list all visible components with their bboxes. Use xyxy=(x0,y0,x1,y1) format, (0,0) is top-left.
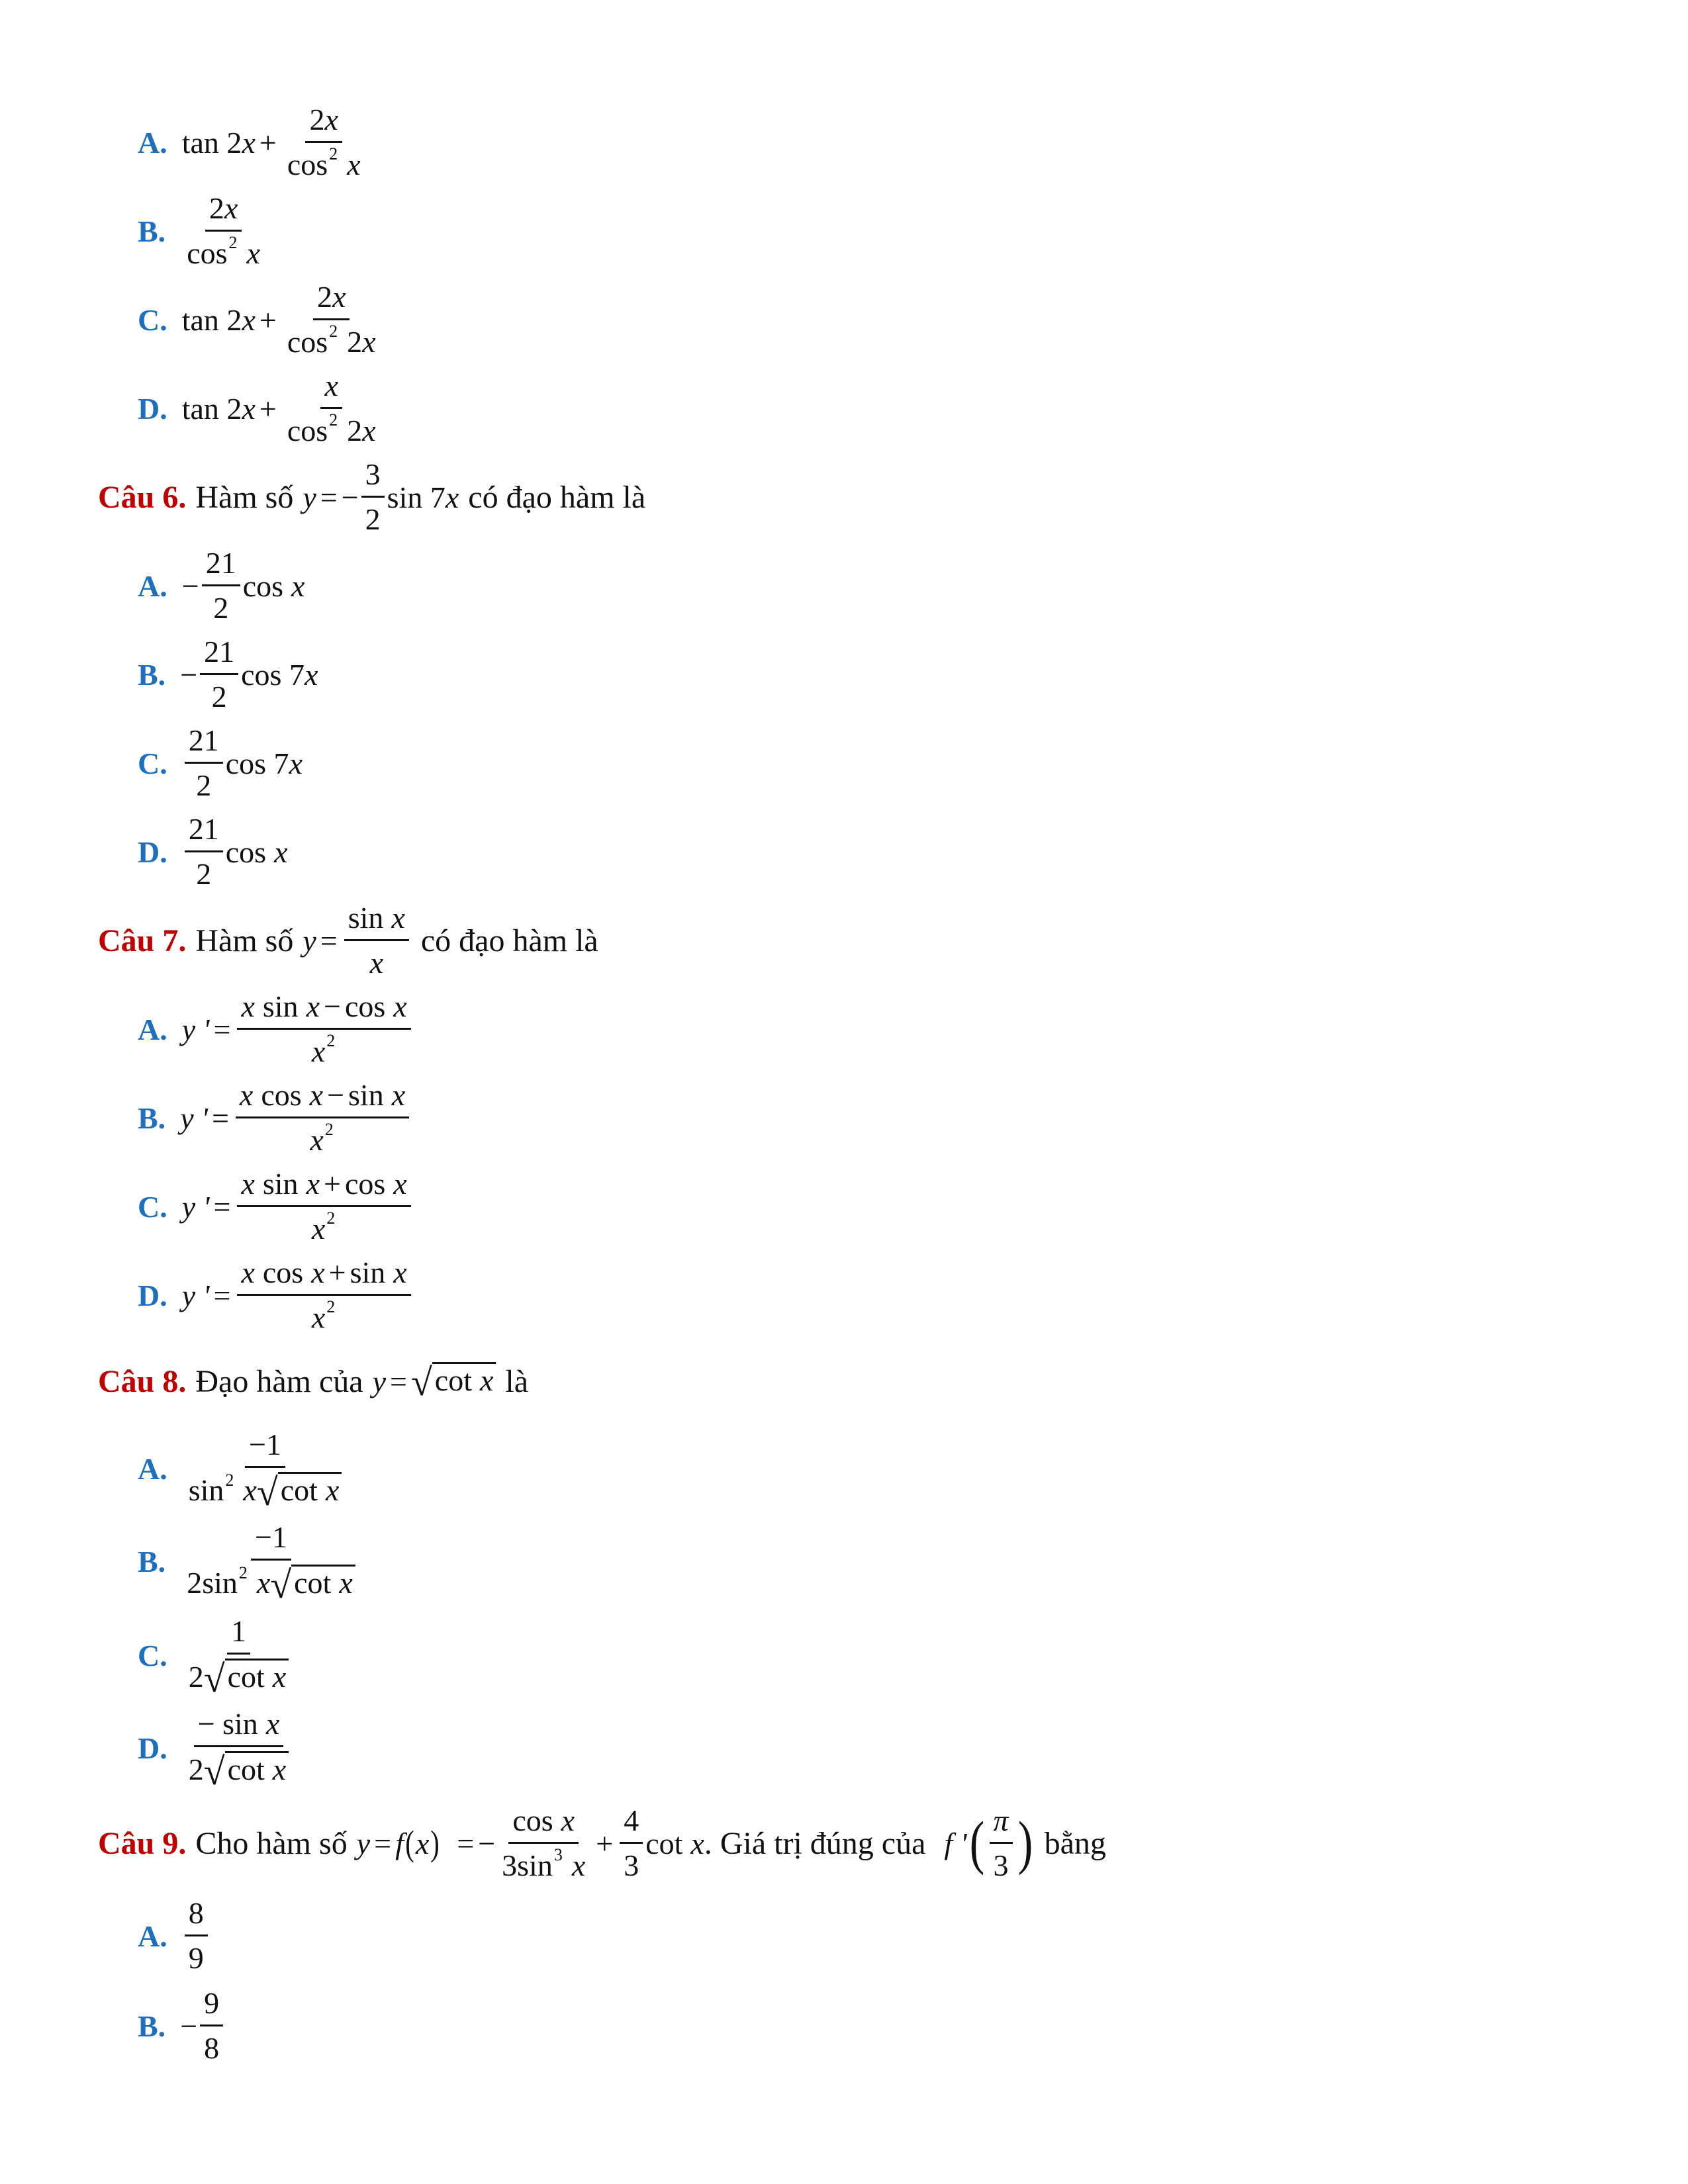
option-label: A. xyxy=(138,569,167,603)
question-text-end: có đạo hàm là xyxy=(468,479,646,515)
option-formula xyxy=(182,1427,349,1514)
q5-option-c[interactable] xyxy=(138,270,383,369)
question-text: Cho hàm số xyxy=(195,1825,348,1861)
option-label: D. xyxy=(138,835,167,869)
option-formula: y ' = x sin x + cos x x $^2$ xyxy=(182,1166,414,1247)
option-formula xyxy=(180,1520,362,1606)
square-root: √ cot x xyxy=(257,1472,342,1510)
fraction: $\frac{3}{2}$ xyxy=(361,457,385,537)
question-text-end: có đạo hàm là xyxy=(420,923,598,958)
question-text-end: bằng xyxy=(1044,1825,1106,1861)
fraction: x cos x − sin x x $^2$ xyxy=(236,1077,409,1158)
fraction: $\frac{8}{9}$ xyxy=(185,1895,208,1976)
question-formula: y = − $\frac{3}{2}$ sin 7 x xyxy=(303,457,459,537)
fraction: $\frac{21}{2}$ xyxy=(202,545,240,626)
option-formula: $\frac{21}{2}$ cos 7 x xyxy=(182,723,303,803)
option-label: A. xyxy=(138,1919,167,1953)
q6-option-c[interactable] xyxy=(138,713,303,813)
fraction: $\frac{4}{3}$ xyxy=(620,1803,643,1884)
option-label: D. xyxy=(138,391,167,426)
option-label: A. xyxy=(138,1451,167,1486)
q9-option-b[interactable] xyxy=(138,1976,226,2075)
radical-sign-icon: √ xyxy=(270,1563,292,1606)
square-root: √ cot x xyxy=(204,1659,289,1697)
q6-option-b[interactable] xyxy=(138,625,318,724)
option-formula: tan 2 x + x cos $^2$ 2 x xyxy=(182,368,383,449)
q5-option-a[interactable] xyxy=(138,93,367,192)
option-formula: $\frac{21}{2}$ cos x xyxy=(182,811,288,892)
option-label: C. xyxy=(138,302,167,337)
question-number: Câu 8. xyxy=(98,1363,187,1399)
q5-option-d[interactable] xyxy=(138,359,383,458)
option-label: B. xyxy=(138,214,166,248)
fraction: x cos $^2$ 2 x xyxy=(287,369,376,447)
option-formula: y ' = x cos x + sin x x $^2$ xyxy=(182,1255,414,1336)
fraction: −1 sin $^2$ x √ cot x xyxy=(185,1427,346,1510)
question-text-mid: . Giá trị đúng của xyxy=(704,1825,926,1861)
option-label: B. xyxy=(138,1544,166,1578)
q7-option-a[interactable] xyxy=(138,979,414,1079)
radical-sign-icon: √ xyxy=(203,1657,225,1700)
question-6 xyxy=(98,447,655,547)
q7-option-c[interactable] xyxy=(138,1157,414,1256)
q9-option-a[interactable] xyxy=(138,1886,211,1985)
question-formula: y = sin x x xyxy=(303,900,411,981)
q5-option-b[interactable] xyxy=(138,181,267,281)
option-formula xyxy=(182,1706,295,1793)
square-root: √ cot x xyxy=(204,1751,289,1790)
question-text: Hàm số xyxy=(195,923,294,958)
question-7 xyxy=(98,891,608,990)
question-formula-eval: f ' ( $\frac{\pi}{3}$ ) xyxy=(944,1803,1035,1884)
option-formula: y ' = x sin x − cos x x $^2$ xyxy=(182,989,414,1069)
q8-option-b[interactable] xyxy=(138,1512,362,1611)
square-root: √ cot x xyxy=(411,1362,496,1400)
fraction: sin x x xyxy=(344,900,409,981)
fraction: $\frac{21}{2}$ xyxy=(185,723,223,803)
question-number: Câu 9. xyxy=(98,1825,187,1861)
option-label: D. xyxy=(138,1731,167,1765)
option-label: D. xyxy=(138,1278,167,1312)
option-formula: − $\frac{9}{8}$ xyxy=(180,1985,226,2066)
option-formula xyxy=(182,1895,211,1976)
option-label: C. xyxy=(138,1189,167,1224)
fraction: $\frac{9}{8}$ xyxy=(200,1985,223,2066)
option-formula xyxy=(182,1614,295,1700)
question-number: Câu 6. xyxy=(98,479,187,515)
option-formula: − $\frac{21}{2}$ cos x xyxy=(182,545,305,626)
option-label: A. xyxy=(138,1012,167,1046)
fraction: 2 x cos $^2$ 2 x xyxy=(287,280,376,359)
fraction: $\frac{\pi}{3}$ xyxy=(990,1803,1013,1884)
q7-option-b[interactable] xyxy=(138,1068,412,1167)
fraction: x sin x + cos x x $^2$ xyxy=(237,1166,410,1247)
option-label: B. xyxy=(138,2009,166,2043)
fraction: − sin x 2 √ cot x xyxy=(185,1706,293,1789)
fraction: 2 x cos $^2$ x xyxy=(287,103,361,181)
option-label: C. xyxy=(138,1638,167,1672)
option-label: C. xyxy=(138,746,167,780)
fraction: cos x 3 sin $^3$ x xyxy=(502,1803,586,1882)
option-formula xyxy=(180,191,267,271)
option-label: B. xyxy=(138,657,166,692)
q6-option-d[interactable] xyxy=(138,802,287,901)
radical-sign-icon: √ xyxy=(256,1470,278,1514)
fraction: x cos x + sin x x $^2$ xyxy=(237,1255,410,1336)
option-label: B. xyxy=(138,1101,166,1135)
question-text: Đạo hàm của xyxy=(195,1363,363,1399)
square-root: √ cot x xyxy=(270,1565,355,1603)
fraction: $\frac{21}{2}$ xyxy=(185,811,223,892)
option-formula: y ' = x cos x − sin x x $^2$ xyxy=(180,1077,412,1158)
option-label: A. xyxy=(138,125,167,159)
question-formula: y = √ cot x xyxy=(373,1362,496,1400)
option-formula: tan 2 x + 2 x cos $^2$ 2 x xyxy=(182,279,383,360)
fraction: −1 2 sin $^2$ x √ cot x xyxy=(183,1520,359,1602)
question-9 xyxy=(98,1787,1115,1899)
radical-sign-icon: √ xyxy=(410,1361,432,1404)
question-text-end: là xyxy=(505,1363,529,1399)
fraction: $\frac{21}{2}$ xyxy=(200,634,238,715)
fraction: 2 x cos $^2$ x xyxy=(187,191,260,270)
fraction: x sin x − cos x x $^2$ xyxy=(237,989,410,1069)
q8-option-d[interactable] xyxy=(138,1698,295,1797)
fraction: 1 2 √ cot x xyxy=(185,1614,293,1696)
question-text: Hàm số xyxy=(195,479,294,515)
question-number: Câu 7. xyxy=(98,923,187,958)
q7-option-d[interactable] xyxy=(138,1246,414,1345)
question-8 xyxy=(98,1332,538,1431)
question-formula: y = f ( x ) = − cos x 3 sin $^3$ x + $\frac{4}{3}$ cot x xyxy=(357,1803,704,1884)
option-formula: tan 2 x + 2 x cos $^2$ x xyxy=(182,102,367,183)
q6-option-a[interactable] xyxy=(138,536,305,635)
radical-sign-icon: √ xyxy=(203,1749,225,1793)
q8-option-c[interactable] xyxy=(138,1606,295,1705)
q8-option-a[interactable] xyxy=(138,1419,348,1518)
option-formula: − $\frac{21}{2}$ cos 7 x xyxy=(180,634,318,715)
